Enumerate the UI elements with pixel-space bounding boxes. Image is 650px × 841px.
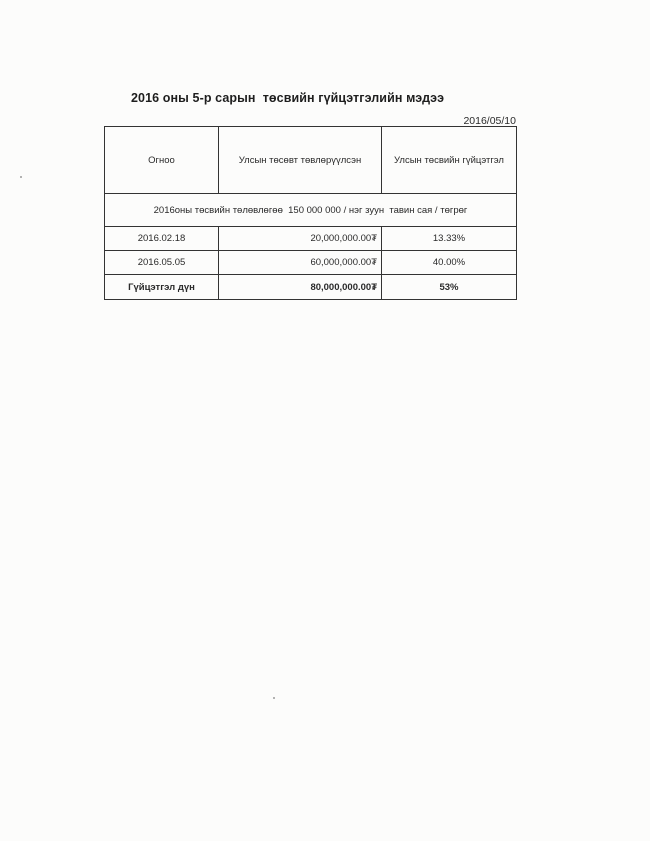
document-date: 2016/05/10 xyxy=(463,115,516,127)
row-amount: 60,000,000.00₮ xyxy=(219,251,382,275)
table-header-row xyxy=(105,127,517,194)
budget-table xyxy=(104,126,517,300)
budget-plan-row xyxy=(105,194,517,227)
total-amount: 80,000,000.00₮ xyxy=(219,275,382,300)
row-date: 2016.02.18 xyxy=(105,227,219,251)
header-rate: Улсын төсвийн гүйцэтгэл xyxy=(382,127,517,194)
budget-plan-text: 2016оны төсвийн төлөвлөгөө 150 000 000 / нэг зуун тавин сая / төгрөг xyxy=(105,194,517,227)
table-row xyxy=(105,251,517,275)
total-label: Гүйцэтгэл дүн xyxy=(105,275,219,300)
header-date: Огноо xyxy=(105,127,219,194)
scan-speck xyxy=(20,176,22,178)
header-amount: Улсын төсөвт төвлөрүүлсэн xyxy=(219,127,382,194)
table-row xyxy=(105,227,517,251)
row-date: 2016.05.05 xyxy=(105,251,219,275)
row-amount: 20,000,000.00₮ xyxy=(219,227,382,251)
total-row xyxy=(105,275,517,300)
document-title: 2016 оны 5-р сарын төсвийн гүйцэтгэлийн мэдээ xyxy=(131,91,445,105)
row-rate: 13.33% xyxy=(382,227,517,251)
scan-speck xyxy=(273,697,275,699)
total-rate: 53% xyxy=(382,275,517,300)
row-rate: 40.00% xyxy=(382,251,517,275)
